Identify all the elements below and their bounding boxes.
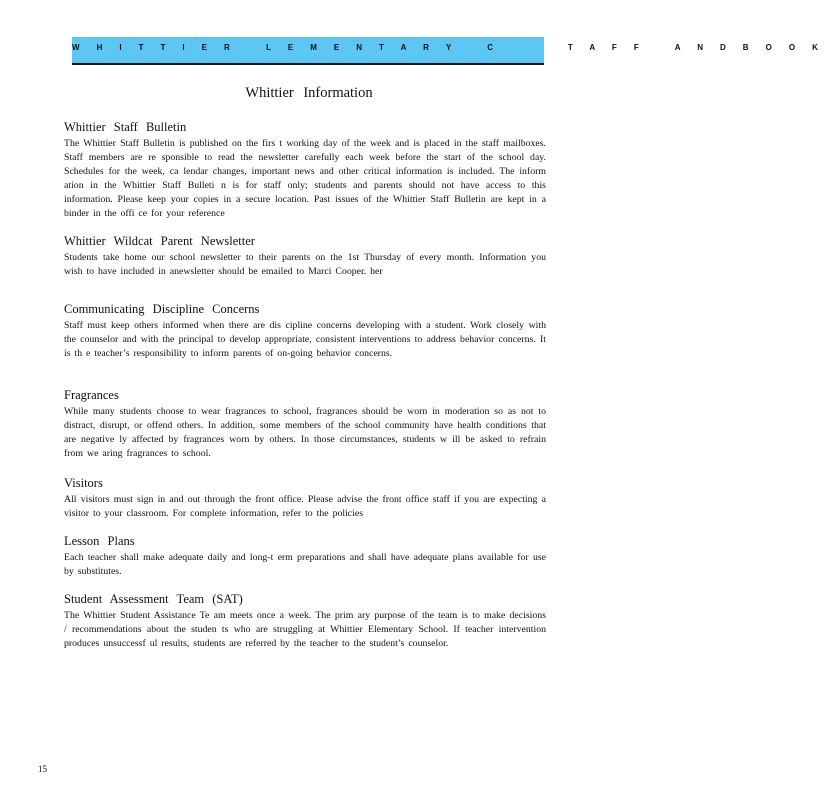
section-heading: Student Assessment Team (SAT) (64, 592, 243, 606)
section-body: All visitors must sign in and out through the front office. Please advise the front office staff if you are expecting a visitor to your classroom. For complete information, refer to the policies (64, 494, 546, 519)
page-number: 15 (38, 764, 47, 774)
section-body: The Whittier Staff Bulletin is published on the firs t working day of the week and is placed in the staff mailboxes. Staff members are re sponsible to read the newsletter carefully each week before the start of the school day. Schedules for the week, ca lendar changes, important news and other critical information is included. The inform ation in the Whittier Staff Bulleti n is for staff only; students and parents should not have access to this information. Please keep your copies in a secure location. Past issues of the Whittier Staff Bulletin are kept in a binder in the offi ce for your reference (64, 138, 546, 219)
section-visitors (64, 476, 546, 521)
section-heading: Fragrances (64, 388, 119, 402)
section-student-assessment-team (64, 592, 546, 651)
section-lesson-plans (64, 534, 546, 579)
section-discipline-concerns (64, 302, 546, 361)
running-header-title: W H I T T I E R L E M E N T A R Y C T A F F A N D B O O K (72, 43, 825, 52)
section-staff-bulletin (64, 120, 546, 221)
section-heading: Lesson Plans (64, 534, 135, 548)
section-heading: Whittier Staff Bulletin (64, 120, 187, 134)
running-header-band (72, 37, 825, 65)
section-body: Students take home our school newsletter to their parents on the 1st Thursday of every month. Information you wish to have included in anewsletter should be emailed to Marci Cooper. her (64, 252, 546, 277)
section-body: The Whittier Student Assistance Te am meets once a week. The prim ary purpose of the team is to make decisions / recommendations about the studen ts who are struggling at Whittier Elementary School. If teacher intervention produces unsuccessf ul results, students are referred by the teacher to the student’s counselor. (64, 610, 546, 649)
section-body: While many students choose to wear fragrances to school, fragrances should be worn in moderation so as not to distract, disrupt, or offend others. In addition, some members of the school community have health conditions that are negative ly affected by fragrances worn by others. In those circumstances, students w ill be asked to refrain from we aring fragrances to school. (64, 406, 546, 459)
page-title: Whittier Information (245, 85, 373, 101)
section-heading: Communicating Discipline Concerns (64, 302, 260, 316)
section-heading: Whittier Wildcat Parent Newsletter (64, 234, 255, 248)
section-heading: Visitors (64, 476, 103, 490)
section-fragrances (64, 388, 546, 461)
section-body: Staff must keep others informed when there are dis cipline concerns developing with a student. Work closely with the counselor and with the principal to develop appropriate, consistent interventions to address behavior concerns. It is th e teacher’s responsibility to inform parents of on-going behavior concerns. (64, 320, 546, 359)
section-parent-newsletter (64, 234, 546, 279)
section-body: Each teacher shall make adequate daily and long-t erm preparations and shall have adequate plans available for use by substitutes. (64, 552, 546, 577)
